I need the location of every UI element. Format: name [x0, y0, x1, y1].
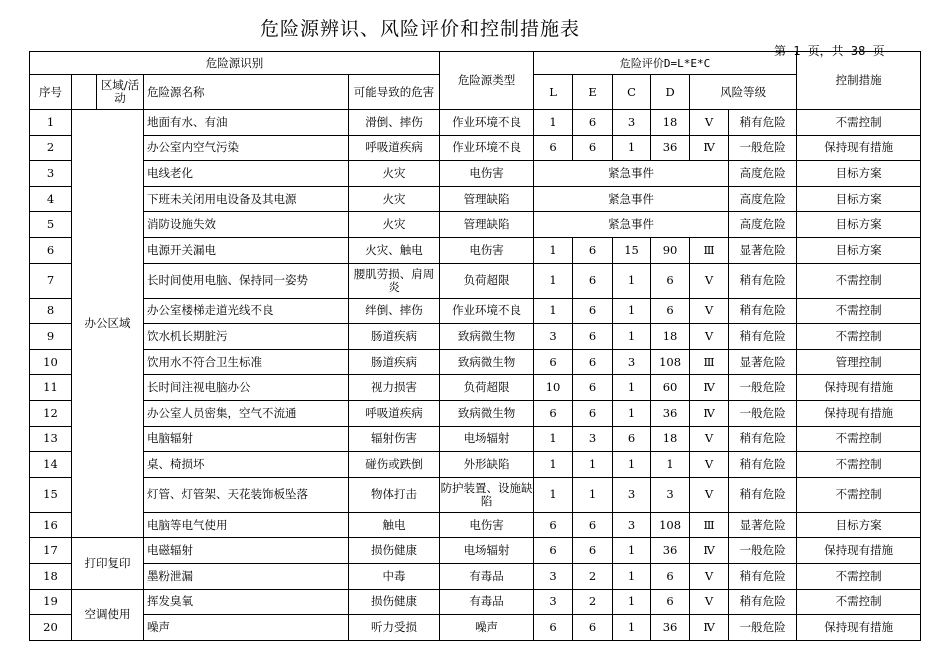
- value-D: 6: [651, 298, 690, 324]
- row-number: 2: [30, 135, 72, 161]
- risk-level: 稍有危险: [729, 589, 797, 615]
- risk-grade: Ⅲ: [690, 237, 729, 263]
- value-C: 1: [613, 615, 651, 641]
- row-number: 1: [30, 110, 72, 136]
- value-C: 1: [613, 135, 651, 161]
- hazard-type: 电场辐射: [440, 538, 534, 564]
- value-L: 3: [534, 324, 573, 350]
- possible-harm: 腰肌劳损、肩周炎: [349, 263, 440, 298]
- value-L: 6: [534, 349, 573, 375]
- control-measure: 不需控制: [797, 452, 921, 478]
- risk-grade: Ⅴ: [690, 263, 729, 298]
- risk-grade: Ⅳ: [690, 615, 729, 641]
- risk-level: 一般危险: [729, 375, 797, 401]
- value-D: 18: [651, 110, 690, 136]
- value-D: 36: [651, 135, 690, 161]
- value-E: 6: [573, 263, 613, 298]
- header-harm: 可能导致的危害: [349, 75, 440, 110]
- possible-harm: 碰伤或跌倒: [349, 452, 440, 478]
- control-measure: 目标方案: [797, 237, 921, 263]
- row-number: 13: [30, 426, 72, 452]
- document-title: 危险源辨识、风险评价和控制措施表: [259, 18, 580, 40]
- value-E: 6: [573, 349, 613, 375]
- value-D: 6: [651, 563, 690, 589]
- table-row: [30, 263, 921, 298]
- value-L: 6: [534, 135, 573, 161]
- header-blank: [72, 75, 97, 110]
- row-number: 16: [30, 512, 72, 538]
- value-E: 6: [573, 110, 613, 136]
- hazard-name: 办公室楼梯走道光线不良: [144, 298, 349, 324]
- risk-grade: Ⅴ: [690, 589, 729, 615]
- hazard-type: 防护装置、设施缺陷: [440, 477, 534, 512]
- value-D: 3: [651, 477, 690, 512]
- risk-level: 稍有危险: [729, 324, 797, 350]
- value-C: 1: [613, 375, 651, 401]
- risk-grade: Ⅳ: [690, 538, 729, 564]
- hazard-name: 电磁辐射: [144, 538, 349, 564]
- control-measure: 目标方案: [797, 512, 921, 538]
- hazard-name: 电线老化: [144, 161, 349, 187]
- value-E: 1: [573, 452, 613, 478]
- header-control: 控制措施: [797, 52, 921, 110]
- control-measure: 保持现有措施: [797, 538, 921, 564]
- row-number: 7: [30, 263, 72, 298]
- area-cell: 打印复印: [72, 538, 144, 589]
- possible-harm: 视力损害: [349, 375, 440, 401]
- row-number: 19: [30, 589, 72, 615]
- table-row: [30, 615, 921, 641]
- value-D: 90: [651, 237, 690, 263]
- value-D: 6: [651, 263, 690, 298]
- possible-harm: 火灾: [349, 212, 440, 238]
- value-L: 1: [534, 263, 573, 298]
- value-L: 6: [534, 538, 573, 564]
- value-C: 1: [613, 589, 651, 615]
- control-measure: 目标方案: [797, 212, 921, 238]
- value-C: 6: [613, 426, 651, 452]
- value-D: 108: [651, 512, 690, 538]
- risk-level: 一般危险: [729, 135, 797, 161]
- risk-grade: Ⅴ: [690, 452, 729, 478]
- possible-harm: 肠道疾病: [349, 349, 440, 375]
- table-row: [30, 212, 921, 238]
- hazard-type: 负荷超限: [440, 263, 534, 298]
- hazard-name: 长时间使用电脑、保持同一姿势: [144, 263, 349, 298]
- value-C: 3: [613, 110, 651, 136]
- value-E: 6: [573, 538, 613, 564]
- risk-grade: Ⅴ: [690, 426, 729, 452]
- possible-harm: 呼吸道疾病: [349, 135, 440, 161]
- risk-grade: Ⅳ: [690, 135, 729, 161]
- risk-level: 稍有危险: [729, 110, 797, 136]
- value-L: 1: [534, 426, 573, 452]
- row-number: 11: [30, 375, 72, 401]
- possible-harm: 中毒: [349, 563, 440, 589]
- possible-harm: 损伤健康: [349, 589, 440, 615]
- hazard-name: 办公室内空气污染: [144, 135, 349, 161]
- risk-level: 显著危险: [729, 512, 797, 538]
- value-D: 36: [651, 615, 690, 641]
- risk-grade: Ⅴ: [690, 110, 729, 136]
- table-row: [30, 186, 921, 212]
- risk-grade: Ⅲ: [690, 349, 729, 375]
- value-C: 1: [613, 400, 651, 426]
- value-L: 6: [534, 400, 573, 426]
- value-E: 6: [573, 400, 613, 426]
- hazard-type: 管理缺陷: [440, 212, 534, 238]
- area-cell: 办公区域: [72, 110, 144, 538]
- row-number: 15: [30, 477, 72, 512]
- possible-harm: 辐射伤害: [349, 426, 440, 452]
- possible-harm: 听力受损: [349, 615, 440, 641]
- value-D: 18: [651, 426, 690, 452]
- header-E: E: [573, 75, 613, 110]
- control-measure: 目标方案: [797, 186, 921, 212]
- table-row: [30, 375, 921, 401]
- hazard-name: 桌、椅损坏: [144, 452, 349, 478]
- header-hazard-name: 危险源名称: [144, 75, 349, 110]
- hazard-name: 挥发臭氧: [144, 589, 349, 615]
- possible-harm: 绊倒、摔伤: [349, 298, 440, 324]
- possible-harm: 物体打击: [349, 477, 440, 512]
- control-measure: 不需控制: [797, 110, 921, 136]
- value-E: 6: [573, 375, 613, 401]
- risk-level: 一般危险: [729, 615, 797, 641]
- value-E: 6: [573, 135, 613, 161]
- table-row: [30, 349, 921, 375]
- value-E: 2: [573, 589, 613, 615]
- header-C: C: [613, 75, 651, 110]
- hazard-name: 饮水机长期脏污: [144, 324, 349, 350]
- value-E: 6: [573, 615, 613, 641]
- hazard-type: 电伤害: [440, 237, 534, 263]
- risk-grade: Ⅲ: [690, 512, 729, 538]
- header-hazard-type: 危险源类型: [440, 52, 534, 110]
- hazard-table: [29, 51, 921, 641]
- risk-grade: Ⅴ: [690, 477, 729, 512]
- value-E: 6: [573, 324, 613, 350]
- risk-level: 稍有危险: [729, 477, 797, 512]
- value-C: 1: [613, 563, 651, 589]
- possible-harm: 触电: [349, 512, 440, 538]
- hazard-name: 电源开关漏电: [144, 237, 349, 263]
- value-L: 1: [534, 110, 573, 136]
- table-row: [30, 512, 921, 538]
- header-L: L: [534, 75, 573, 110]
- hazard-type: 致病微生物: [440, 349, 534, 375]
- value-E: 6: [573, 512, 613, 538]
- hazard-name: 墨粉泄漏: [144, 563, 349, 589]
- value-D: 1: [651, 452, 690, 478]
- hazard-type: 电伤害: [440, 512, 534, 538]
- risk-grade: Ⅴ: [690, 298, 729, 324]
- table-row: [30, 589, 921, 615]
- risk-grade: Ⅴ: [690, 563, 729, 589]
- row-number: 5: [30, 212, 72, 238]
- row-number: 3: [30, 161, 72, 187]
- control-measure: 管理控制: [797, 349, 921, 375]
- value-L: 1: [534, 452, 573, 478]
- header-risk-level: 风险等级: [690, 75, 797, 110]
- table-row: [30, 298, 921, 324]
- control-measure: 不需控制: [797, 563, 921, 589]
- control-measure: 目标方案: [797, 161, 921, 187]
- hazard-name: 消防设施失效: [144, 212, 349, 238]
- value-D: 6: [651, 589, 690, 615]
- value-C: 1: [613, 298, 651, 324]
- row-number: 14: [30, 452, 72, 478]
- table-row: [30, 538, 921, 564]
- page-indicator: 第 1 页，共 38 页: [774, 44, 885, 58]
- row-number: 18: [30, 563, 72, 589]
- control-measure: 不需控制: [797, 324, 921, 350]
- value-C: 1: [613, 452, 651, 478]
- value-D: 36: [651, 538, 690, 564]
- hazard-name: 下班未关闭用电设备及其电源: [144, 186, 349, 212]
- risk-level: 一般危险: [729, 400, 797, 426]
- table-row: [30, 324, 921, 350]
- hazard-type: 管理缺陷: [440, 186, 534, 212]
- area-cell: 空调使用: [72, 589, 144, 640]
- hazard-name: 噪声: [144, 615, 349, 641]
- hazard-name: 办公室人员密集，空气不流通: [144, 400, 349, 426]
- hazard-type: 噪声: [440, 615, 534, 641]
- possible-harm: 损伤健康: [349, 538, 440, 564]
- hazard-type: 负荷超限: [440, 375, 534, 401]
- control-measure: 不需控制: [797, 263, 921, 298]
- possible-harm: 呼吸道疾病: [349, 400, 440, 426]
- hazard-name: 电脑等电气使用: [144, 512, 349, 538]
- risk-level: 稍有危险: [729, 263, 797, 298]
- risk-grade: Ⅳ: [690, 375, 729, 401]
- header-row-1: [30, 52, 921, 75]
- possible-harm: 滑倒、摔伤: [349, 110, 440, 136]
- value-E: 6: [573, 298, 613, 324]
- hazard-type: 有毒品: [440, 589, 534, 615]
- table-row: [30, 135, 921, 161]
- row-number: 12: [30, 400, 72, 426]
- table-row: [30, 237, 921, 263]
- value-C: 1: [613, 538, 651, 564]
- hazard-type: 电伤害: [440, 161, 534, 187]
- hazard-type: 作业环境不良: [440, 135, 534, 161]
- hazard-name: 电脑辐射: [144, 426, 349, 452]
- emergency-cell: 紧急事件: [534, 212, 729, 238]
- value-D: 60: [651, 375, 690, 401]
- table-row: [30, 161, 921, 187]
- possible-harm: 火灾、触电: [349, 237, 440, 263]
- hazard-name: 饮用水不符合卫生标准: [144, 349, 349, 375]
- hazard-type: 电场辐射: [440, 426, 534, 452]
- risk-grade: Ⅴ: [690, 324, 729, 350]
- hazard-name: 灯管、灯管架、天花装饰板坠落: [144, 477, 349, 512]
- control-measure: 不需控制: [797, 589, 921, 615]
- risk-grade: Ⅳ: [690, 400, 729, 426]
- risk-level: 稍有危险: [729, 298, 797, 324]
- emergency-cell: 紧急事件: [534, 161, 729, 187]
- control-measure: 保持现有措施: [797, 375, 921, 401]
- table-row: [30, 452, 921, 478]
- value-C: 1: [613, 263, 651, 298]
- risk-level: 稍有危险: [729, 426, 797, 452]
- control-measure: 保持现有措施: [797, 400, 921, 426]
- header-identification: 危险源识别: [30, 52, 440, 75]
- value-L: 3: [534, 563, 573, 589]
- value-C: 1: [613, 324, 651, 350]
- possible-harm: 火灾: [349, 161, 440, 187]
- control-measure: 不需控制: [797, 426, 921, 452]
- hazard-name: 长时间注视电脑办公: [144, 375, 349, 401]
- header-seq: 序号: [30, 75, 72, 110]
- value-L: 1: [534, 298, 573, 324]
- header-area: 区域/活动: [97, 75, 144, 110]
- risk-level: 高度危险: [729, 161, 797, 187]
- table-row: [30, 400, 921, 426]
- value-L: 1: [534, 237, 573, 263]
- control-measure: 保持现有措施: [797, 135, 921, 161]
- risk-level: 一般危险: [729, 538, 797, 564]
- value-L: 6: [534, 615, 573, 641]
- emergency-cell: 紧急事件: [534, 186, 729, 212]
- row-number: 20: [30, 615, 72, 641]
- value-D: 36: [651, 400, 690, 426]
- possible-harm: 火灾: [349, 186, 440, 212]
- header-D: D: [651, 75, 690, 110]
- control-measure: 不需控制: [797, 298, 921, 324]
- row-number: 10: [30, 349, 72, 375]
- value-E: 6: [573, 237, 613, 263]
- risk-level: 稍有危险: [729, 452, 797, 478]
- hazard-type: 作业环境不良: [440, 298, 534, 324]
- control-measure: 保持现有措施: [797, 615, 921, 641]
- control-measure: 不需控制: [797, 477, 921, 512]
- hazard-type: 有毒品: [440, 563, 534, 589]
- value-C: 3: [613, 349, 651, 375]
- risk-level: 稍有危险: [729, 563, 797, 589]
- value-L: 3: [534, 589, 573, 615]
- risk-level: 显著危险: [729, 349, 797, 375]
- possible-harm: 肠道疾病: [349, 324, 440, 350]
- value-E: 3: [573, 426, 613, 452]
- value-L: 1: [534, 477, 573, 512]
- value-L: 10: [534, 375, 573, 401]
- value-D: 108: [651, 349, 690, 375]
- hazard-type: 作业环境不良: [440, 110, 534, 136]
- value-E: 1: [573, 477, 613, 512]
- value-C: 15: [613, 237, 651, 263]
- row-number: 17: [30, 538, 72, 564]
- header-evaluation: 危险评价D=L*E*C: [534, 52, 797, 75]
- hazard-type: 致病微生物: [440, 400, 534, 426]
- table-row: [30, 563, 921, 589]
- hazard-type: 外形缺陷: [440, 452, 534, 478]
- row-number: 9: [30, 324, 72, 350]
- value-C: 3: [613, 477, 651, 512]
- row-number: 6: [30, 237, 72, 263]
- table-row: [30, 426, 921, 452]
- hazard-name: 地面有水、有油: [144, 110, 349, 136]
- value-E: 2: [573, 563, 613, 589]
- row-number: 4: [30, 186, 72, 212]
- table-row: [30, 110, 921, 136]
- risk-level: 显著危险: [729, 237, 797, 263]
- row-number: 8: [30, 298, 72, 324]
- risk-level: 高度危险: [729, 186, 797, 212]
- risk-level: 高度危险: [729, 212, 797, 238]
- value-D: 18: [651, 324, 690, 350]
- hazard-type: 致病微生物: [440, 324, 534, 350]
- value-C: 3: [613, 512, 651, 538]
- table-row: [30, 477, 921, 512]
- value-L: 6: [534, 512, 573, 538]
